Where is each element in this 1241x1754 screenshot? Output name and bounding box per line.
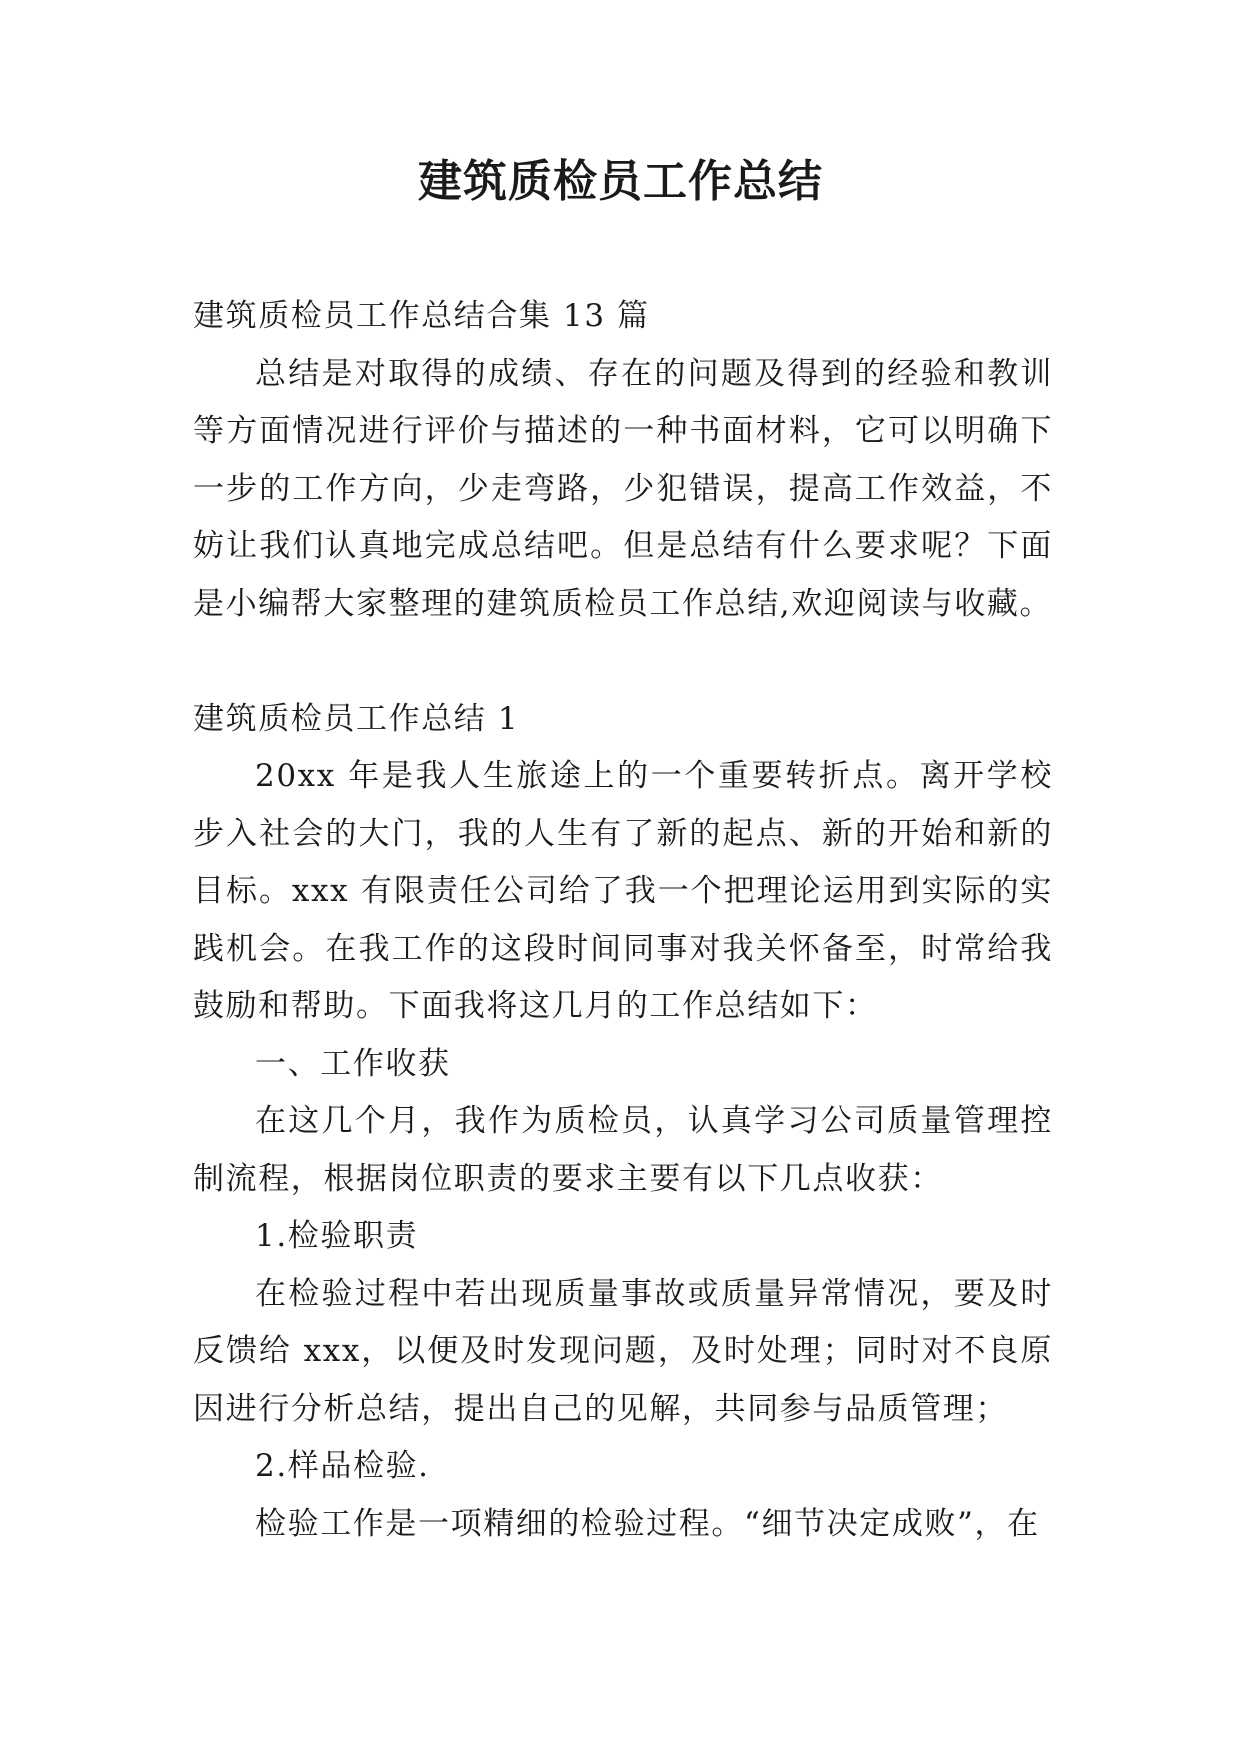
section-heading: 建筑质检员工作总结 1 bbox=[193, 700, 520, 737]
body-paragraph: 在这几个月，我作为质检员，认真学习公司质量管理控制流程，根据岗位职责的要求主要有以下几点收获： bbox=[193, 1103, 1053, 1197]
body-paragraph: 20xx 年是我人生旅途上的一个重要转折点。离开学校步入社会的大门，我的人生有了新的起点、新的开始和新的目标。xxx 有限责任公司给了我一个把理论运用到实际的实践机会。在我工作的这段时间同事对我关怀备至，时常给我鼓励和帮助。下面我将这几月的工作总结如下： bbox=[193, 758, 1053, 1024]
list-item-heading: 1.检验职责 bbox=[255, 1218, 419, 1254]
paragraph-spacer bbox=[193, 633, 1053, 691]
list-item-heading: 2.样品检验. bbox=[255, 1448, 430, 1484]
collection-subtitle: 建筑质检员工作总结合集 13 篇 bbox=[193, 298, 650, 334]
document-title: 建筑质检员工作总结 bbox=[418, 156, 823, 207]
body-paragraph: 在检验过程中若出现质量事故或质量异常情况，要及时反馈给 xxx，以便及时发现问题，及时处理；同时对不良原因进行分析总结，提出自己的见解，共同参与品质管理； bbox=[193, 1275, 1053, 1427]
intro-paragraph: 总结是对取得的成绩、存在的问题及得到的经验和教训等方面情况进行评价与描述的一种书面材料，它可以明确下一步的工作方向，少走弯路，少犯错误，提高工作效益，不妨让我们认真地完成总结吧。但是总结有什么要求呢？下面是小编帮大家整理的建筑质检员工作总结,欢迎阅读与收藏。 bbox=[193, 355, 1053, 622]
subsection-heading: 一、工作收获 bbox=[255, 1045, 451, 1082]
document-body bbox=[193, 288, 1053, 1553]
body-paragraph: 检验工作是一项精细的检验过程。“细节决定成败”，在 bbox=[255, 1505, 1040, 1542]
